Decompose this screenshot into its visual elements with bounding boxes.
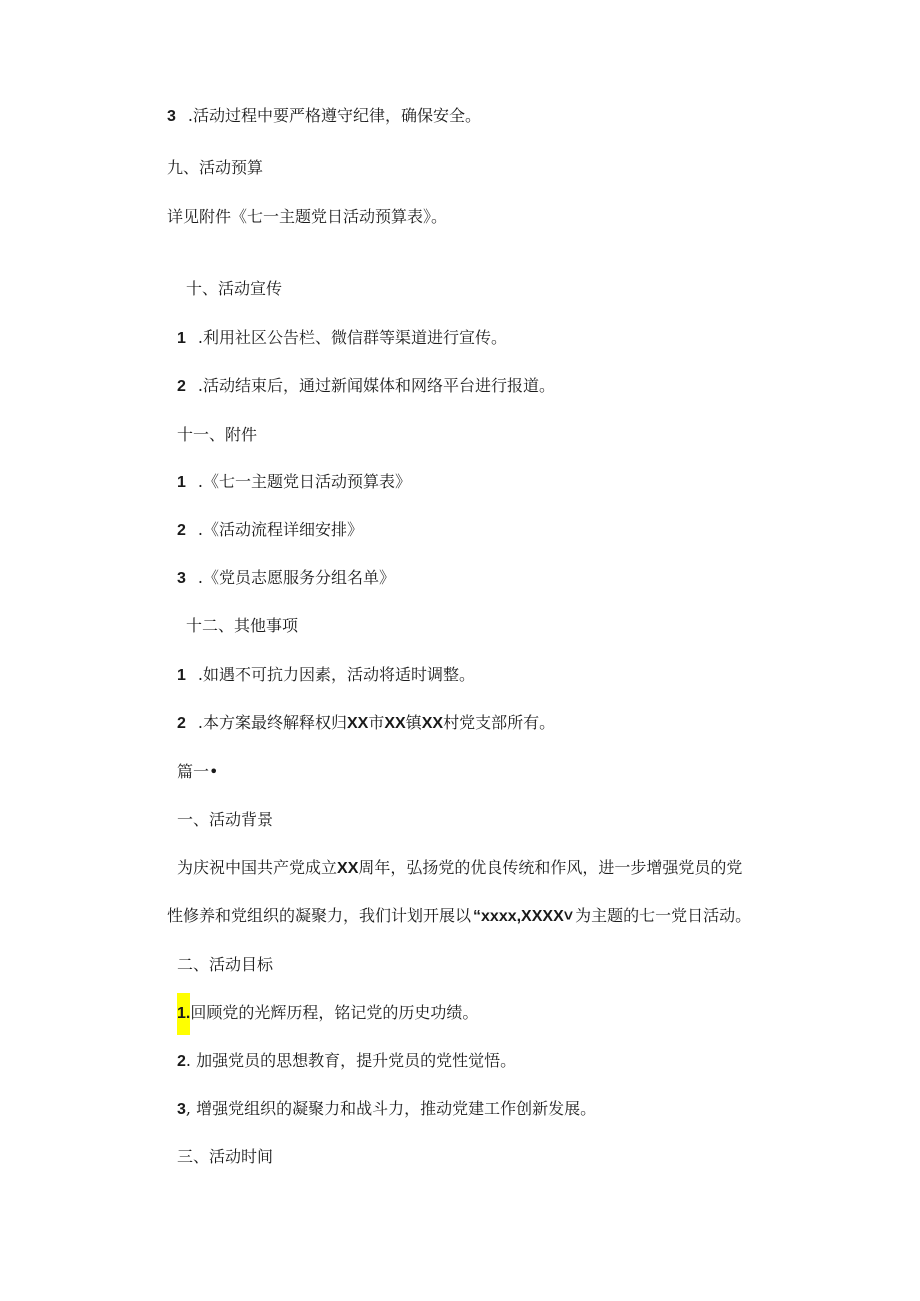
list-item xyxy=(177,1050,516,1073)
item-text: .《活动流程详细安排》 xyxy=(197,520,363,539)
section-heading: 三、活动时间 xyxy=(177,1147,274,1166)
text-segment: 镇 xyxy=(405,713,422,732)
placeholder-xx: XX xyxy=(347,715,369,732)
item-text: , 增强党组织的凝聚力和战斗力，推动党建工作创新发展。 xyxy=(185,1099,597,1118)
paragraph-line xyxy=(167,905,751,928)
list-item xyxy=(167,105,481,128)
text-segment: 市 xyxy=(368,713,385,732)
item-number: 2 xyxy=(177,522,186,539)
placeholder-xx: XX xyxy=(421,715,444,732)
item-text: .活动结束后，通过新闻媒体和网络平台进行报道。 xyxy=(197,376,555,395)
item-number: 3 xyxy=(167,108,176,125)
item-number: 3 xyxy=(177,570,186,587)
list-item xyxy=(177,664,475,687)
item-number: 2 xyxy=(177,715,186,732)
item-text: .活动过程中要严格遵守纪律，确保安全。 xyxy=(187,106,481,125)
placeholder-xx: XX xyxy=(337,860,359,877)
item-text: .利用社区公告栏、微信群等渠道进行宣传。 xyxy=(197,328,507,347)
section-heading: 一、活动背景 xyxy=(177,810,274,829)
item-number: 1 xyxy=(177,474,186,491)
section-heading: 十一、附件 xyxy=(177,425,258,444)
paragraph: 详见附件《七一主题党日活动预算表》。 xyxy=(167,207,448,226)
text-segment: 为庆祝中国共产党成立 xyxy=(177,858,338,877)
text-segment: 村党支部所有。 xyxy=(443,713,556,732)
text-segment: 为主题的七一党日活动。 xyxy=(575,906,752,925)
section-heading: 二、活动目标 xyxy=(177,955,274,974)
section-heading: 九、活动预算 xyxy=(167,158,264,177)
item-text: 回顾党的光辉历程，铭记党的历史功绩。 xyxy=(190,1003,479,1022)
list-item xyxy=(177,1098,596,1121)
item-number: 3 xyxy=(177,1101,186,1118)
item-number-highlighted: 1. xyxy=(177,993,190,1035)
list-item xyxy=(177,1002,478,1025)
list-item xyxy=(177,519,363,542)
item-text: . 加强党员的思想教育，提升党员的党性觉悟。 xyxy=(185,1051,517,1070)
item-number: 1 xyxy=(177,667,186,684)
list-item xyxy=(177,712,555,735)
theme-placeholder: “xxxx,XXXX˅ xyxy=(473,908,574,925)
list-item xyxy=(177,375,555,398)
item-text: .如遇不可抗力因素，活动将适时调整。 xyxy=(197,665,475,684)
section-heading: 十、活动宣传 xyxy=(186,279,283,298)
item-number: 2 xyxy=(177,378,186,395)
paragraph-line xyxy=(177,857,742,880)
item-text: .《党员志愿服务分组名单》 xyxy=(197,568,395,587)
part-heading: 篇一• xyxy=(177,762,219,781)
text-segment: 性修养和党组织的凝聚力，我们计划开展以 xyxy=(167,906,472,925)
text-segment: .本方案最终解释权归 xyxy=(197,713,347,732)
placeholder-xx: XX xyxy=(384,715,406,732)
item-number: 1 xyxy=(177,330,186,347)
list-item xyxy=(177,567,395,590)
text-segment: 周年，弘扬党的优良传统和作风，进一步增强党员的党 xyxy=(358,858,743,877)
item-text: .《七一主题党日活动预算表》 xyxy=(197,472,411,491)
list-item xyxy=(177,471,411,494)
section-heading: 十二、其他事项 xyxy=(186,616,299,635)
item-text xyxy=(198,713,555,732)
list-item xyxy=(177,327,507,350)
item-number: 2 xyxy=(177,1053,186,1070)
